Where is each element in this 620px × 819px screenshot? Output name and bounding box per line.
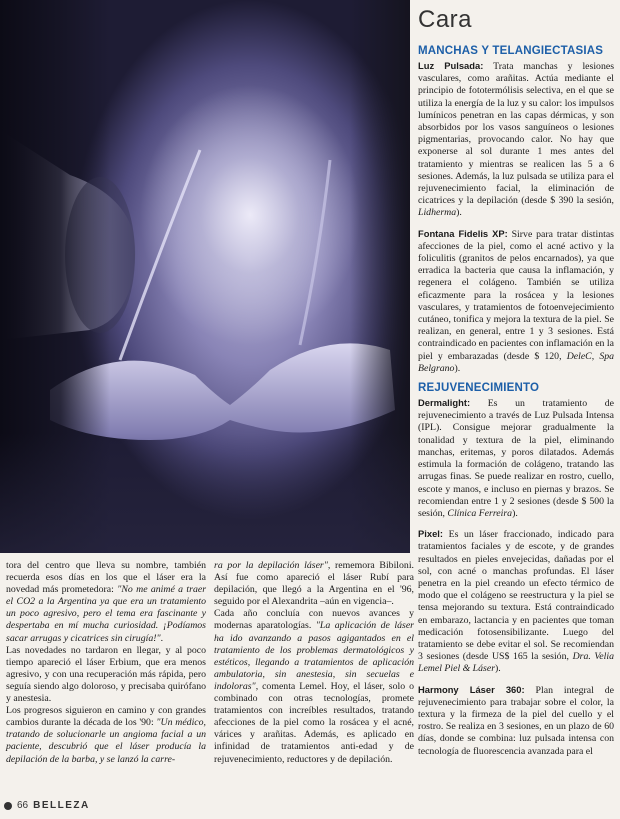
paragraph-fontana: Fontana Fidelis XP: Sirve para tratar distintas afecciones de la piel, como el acné activo y la foliculitis (granitos de pelos encarnados), ya que erradica la bacteria que causa la inflamación, y regenera el colágeno. También se utiliza eficazmente para la rosácea y la lesiones vasculares, y tratamientos de fotoenvejecimiento cutáneo, tonifica y mejora la textura de la piel. Se realizan, en general, entre 1 y 3 sesiones. Está contraindicado en pacientes con inflamación en la piel y embarazadas (desde $ 120, DeleC, Spa Belgrano). bbox=[418, 227, 615, 374]
subhead-manchas: MANCHAS Y TELANGIECTASIAS bbox=[418, 45, 604, 57]
col1-paragraph-3: Los progresos siguieron en camino y con grandes cambios durante la década de los '90: "Un médico, tratando de solucionarle un angioma facial a un paciente, descubrió que el láser producía la depilación de la barba, y se lanzó la carre- bbox=[6, 705, 206, 765]
body-column-2 bbox=[214, 560, 414, 766]
paragraph-pixel: Pixel: Es un láser fraccionado, indicado para tratamientos faciales y de escote, y de grandes resultados en pieles envejecidas, dañadas por el sol, con acné o manchas profundas. El láser penetra en la piel creando un efecto térmico de modo que el colágeno se reestructura y la piel se tensa mejorando su textura. Está contraindicado en embarazo, lactancia y en pacientes que toman medicación fotosensibilizante. Luego del tratamiento se debe evitar el sol. Se recomiendan 3 sesiones (desde US$ 165 la sesión, Dra. Velia Lemel Piel & Láser). bbox=[418, 528, 615, 675]
page-folio bbox=[4, 800, 90, 811]
lead-harmony: Harmony Láser 360: bbox=[418, 683, 525, 695]
section-title: Cara bbox=[418, 6, 473, 33]
paragraph-luz-pulsada: Luz Pulsada: Trata manchas y lesiones vasculares, como arañitas. Actúa mediante el principio de fototermólisis selectiva, en el que se utiliza la energía de la luz y su calor: los impulsos lumínicos penetran en las capas dérmicas, y son absorbidos por los vasos sanguíneos o lesiones pigmentarias, provocando calor. No hay que exponerse al sol durante 1 mes antes del tratamiento y mientras se realicen las 5 a 6 sesiones. Además, la luz pulsada se utiliza para el rejuvenecimiento facial, la eliminación de cicatrices y la depilación (desde $ 390 la sesión, Lidherma). bbox=[418, 60, 615, 219]
lead-dermalight: Dermalight: bbox=[418, 397, 471, 409]
lead-pixel: Pixel: bbox=[418, 528, 444, 540]
paragraph-dermalight: Dermalight: Es un tratamiento de rejuvenecimiento a través de Luz Pulsada Intensa (IPL). Consigue mejorar gradualmente la tonalidad y textura de la piel, eliminando manchas, eritemas, y poros dilatados. Además estimula la formación de colágeno, tratando las arrugas finas. Se puede realizar en rostro, cuello, escote y manos, e incluso en piernas y brazos. Se recomiendan entre 1 y 2 sesiones (desde $ 500 la sesión, Clínica Ferreira). bbox=[418, 397, 614, 519]
right-column bbox=[418, 0, 614, 800]
col1-paragraph-2: Las novedades no tardaron en llegar, y al poco tiempo apareció el láser Erbium, que era menos agresivo, y con una recuperación más rápida, pero seguía siendo algo doloroso, y precisaba quirófano y anestesia. bbox=[6, 644, 206, 705]
subhead-rejuvenecimiento: REJUVENECIMIENTO bbox=[418, 382, 540, 395]
page-number: 66 bbox=[17, 800, 29, 811]
publication-name: BELLEZA bbox=[33, 800, 90, 811]
lead-luz-pulsada: Luz Pulsada: bbox=[418, 60, 484, 71]
body-column-1 bbox=[6, 560, 206, 766]
col2-paragraph-2: Cada año concluía con nuevos avances y modernas aparatologías. "La aplicación de láser ha ido avanzando a pasos agigantados en el tratamiento de los problemas dermatológicos y estéticos, llegando a tratamientos de aplicación ambulatoria, sin anestesia, sin secuelas e indoloras", comenta Lemel. Hoy, el láser, solo o combinado con otras tecnologías, promete tratamientos con increíbles resultados, tratando afecciones de la piel como la rosácea y el acné, várices y arañitas. Además, es aplicado en infinidad de tratamientos anti-edad y de rejuvenecimiento, reductores y de depilación. bbox=[214, 608, 414, 765]
col2-paragraph-1: ra por la depilación láser", rememora Bibiloni. Así fue como apareció el láser Rubí para depilación, que llegó a la Argentina en el '96, seguido por el Alexandrita –aún en vigencia–. bbox=[214, 560, 414, 608]
lead-fontana: Fontana Fidelis XP: bbox=[418, 227, 508, 239]
col1-paragraph-1: tora del centro que lleva su nombre, también recuerda esos días en los que el láser era la novedad más prometedora: "No me animé a traer el CO2 a la Argentina ya que era un tratamiento un poco agresivo, pero el tema era fascinante y despertaba en mí mucha curiosidad. ¡Podíamos sacar arrugas y cicatrices sin cirugía!". bbox=[6, 560, 207, 644]
hero-photo bbox=[0, 0, 410, 553]
folio-dot-icon bbox=[4, 802, 12, 810]
paragraph-harmony: Harmony Láser 360: Plan integral de rejuvenecimiento para trabajar sobre el color, la textura y la firmeza de la piel del cuello y el rostro. Se realiza en 3 sesiones, en un plazo de 60 días, donde se combina: luz pulsada intensa con tecnología de fluorescencia avanzada para el bbox=[418, 683, 614, 757]
